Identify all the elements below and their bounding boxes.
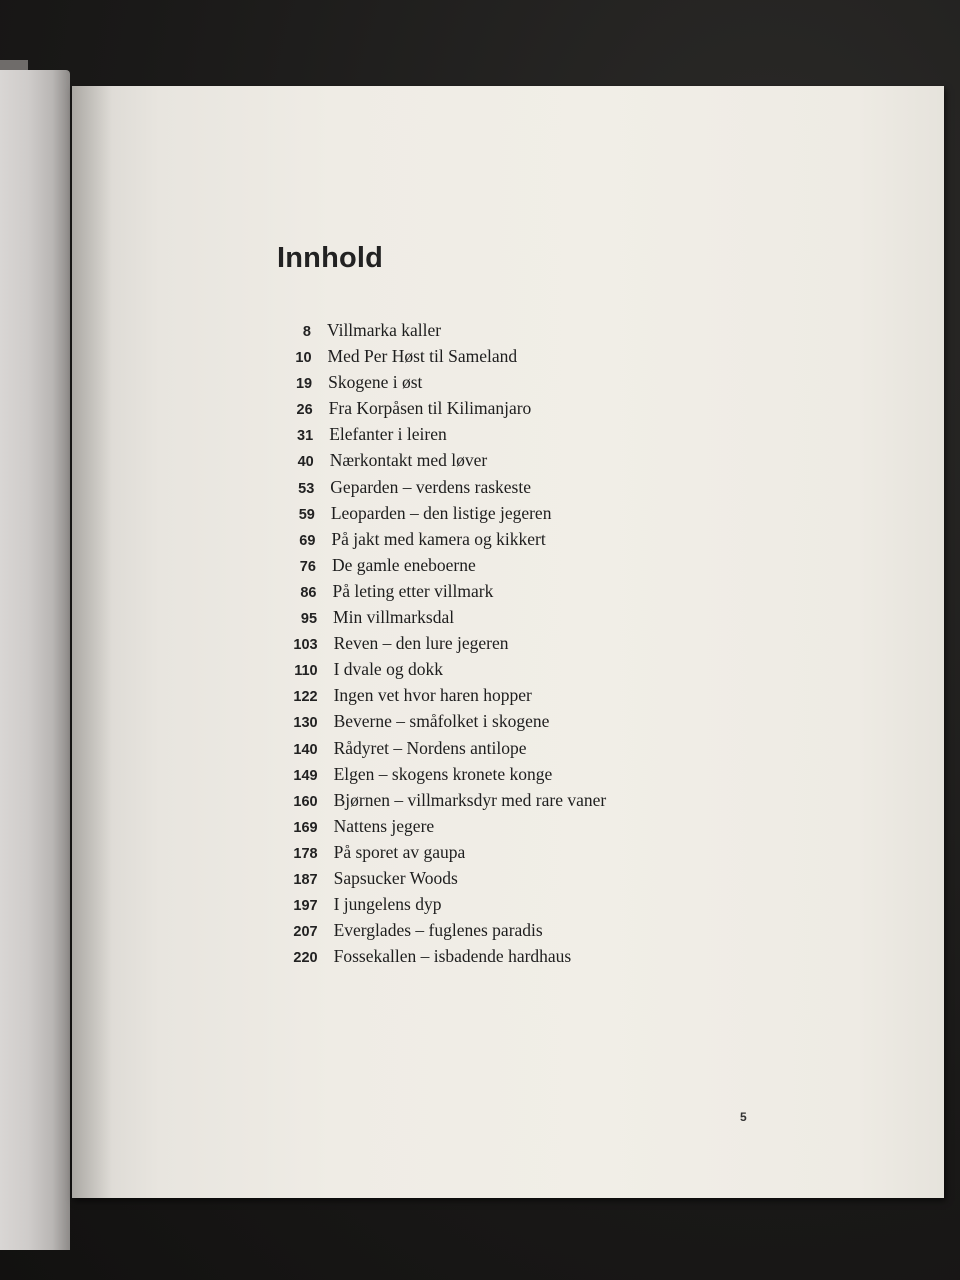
toc-chapter-title: De gamle eneboerne bbox=[331, 554, 476, 575]
toc-entry bbox=[284, 711, 737, 737]
toc-page-number: 10 bbox=[295, 350, 312, 367]
toc-entry bbox=[284, 816, 737, 842]
toc-page-number: 130 bbox=[293, 715, 318, 732]
toc-chapter-title: Villmarka kaller bbox=[327, 320, 442, 340]
toc-entry bbox=[284, 633, 737, 659]
toc-page-number: 69 bbox=[299, 532, 316, 549]
toc-page-number: 40 bbox=[297, 454, 314, 471]
toc-entry bbox=[284, 790, 737, 816]
toc-chapter-title: Geparden – verdens raskeste bbox=[330, 476, 531, 497]
toc-entry bbox=[280, 450, 737, 476]
toc-page-number: 95 bbox=[300, 611, 318, 628]
toc-chapter-title: Beverne – småfolket i skogene bbox=[333, 711, 550, 732]
table-of-contents bbox=[277, 320, 737, 972]
toc-entry bbox=[281, 503, 737, 529]
toc-entry bbox=[284, 685, 737, 711]
toc-chapter-title: Min villmarksdal bbox=[333, 607, 455, 628]
toc-chapter-title: Everglades – fuglenes paradis bbox=[333, 920, 543, 941]
toc-chapter-title: Bjørnen – villmarksdyr med rare vaner bbox=[333, 789, 607, 810]
toc-entry bbox=[279, 398, 737, 424]
toc-page-number: 19 bbox=[295, 376, 313, 393]
toc-chapter-title: Leoparden – den listige jegeren bbox=[330, 502, 552, 523]
toc-entry bbox=[284, 738, 737, 764]
toc-page-number: 187 bbox=[293, 871, 318, 888]
toc-chapter-title: På sporet av gaupa bbox=[333, 841, 466, 862]
toc-chapter-title: Rådyret – Nordens antilope bbox=[333, 737, 527, 758]
toc-page-number: 53 bbox=[298, 480, 315, 497]
toc-page-number: 122 bbox=[293, 689, 318, 706]
toc-entry bbox=[282, 555, 737, 581]
page-number: 5 bbox=[740, 1110, 747, 1124]
toc-page-number: 220 bbox=[293, 950, 318, 967]
toc-chapter-title: Med Per Høst til Sameland bbox=[327, 346, 518, 367]
toc-chapter-title: Fra Korpåsen til Kilimanjaro bbox=[328, 398, 532, 419]
toc-chapter-title: Reven – den lure jegeren bbox=[333, 633, 509, 654]
toc-entry bbox=[277, 320, 737, 346]
toc-chapter-title: Nærkontakt med løver bbox=[329, 450, 488, 471]
toc-chapter-title: I dvale og dokk bbox=[333, 659, 443, 680]
toc-entry bbox=[283, 607, 737, 633]
toc-chapter-title: Ingen vet hvor haren hopper bbox=[333, 685, 532, 706]
left-page bbox=[0, 70, 70, 1250]
toc-chapter-title: På leting etter villmark bbox=[332, 580, 494, 601]
toc-page-number: 86 bbox=[300, 584, 317, 601]
toc-page-number: 110 bbox=[294, 663, 318, 680]
toc-entry bbox=[283, 581, 738, 607]
toc-page-number: 169 bbox=[293, 819, 318, 836]
toc-entry bbox=[284, 764, 737, 790]
toc-page-number: 160 bbox=[293, 793, 318, 810]
toc-chapter-title: Sapsucker Woods bbox=[333, 867, 458, 888]
toc-entry bbox=[284, 920, 737, 946]
toc-entry bbox=[284, 894, 737, 920]
toc-entry bbox=[279, 424, 737, 450]
toc-page-number: 103 bbox=[293, 637, 318, 654]
toc-page-number: 178 bbox=[293, 845, 318, 862]
gutter-shadow bbox=[72, 86, 112, 1198]
toc-chapter-title: I jungelens dyp bbox=[333, 894, 442, 915]
toc-page-number: 149 bbox=[293, 767, 318, 784]
toc-chapter-title: På jakt med kamera og kikkert bbox=[331, 528, 546, 549]
toc-entry bbox=[280, 477, 737, 503]
toc-page-number: 26 bbox=[296, 402, 313, 419]
toc-page-number: 197 bbox=[293, 898, 318, 915]
toc-entry bbox=[278, 346, 737, 372]
toc-chapter-title: Elefanter i leiren bbox=[329, 424, 447, 445]
book-page bbox=[72, 86, 944, 1198]
toc-page-number: 140 bbox=[293, 741, 318, 758]
toc-chapter-title: Fossekallen – isbadende hardhaus bbox=[333, 946, 572, 967]
toc-entry bbox=[284, 946, 737, 972]
toc-entry bbox=[284, 842, 737, 868]
toc-entry bbox=[281, 529, 737, 555]
toc-chapter-title: Nattens jegere bbox=[333, 815, 435, 836]
toc-page-number: 76 bbox=[299, 558, 316, 575]
toc-page-number: 207 bbox=[293, 924, 318, 941]
toc-chapter-title: Skogene i øst bbox=[328, 372, 423, 393]
toc-entry bbox=[278, 372, 737, 398]
toc-page-number: 8 bbox=[302, 324, 311, 340]
toc-chapter-title: Elgen – skogens kronete konge bbox=[333, 763, 553, 784]
toc-entry bbox=[284, 659, 737, 685]
page-title: Innhold bbox=[277, 242, 384, 274]
toc-entry bbox=[284, 868, 737, 894]
toc-page-number: 31 bbox=[297, 428, 314, 445]
toc-page-number: 59 bbox=[298, 506, 315, 523]
